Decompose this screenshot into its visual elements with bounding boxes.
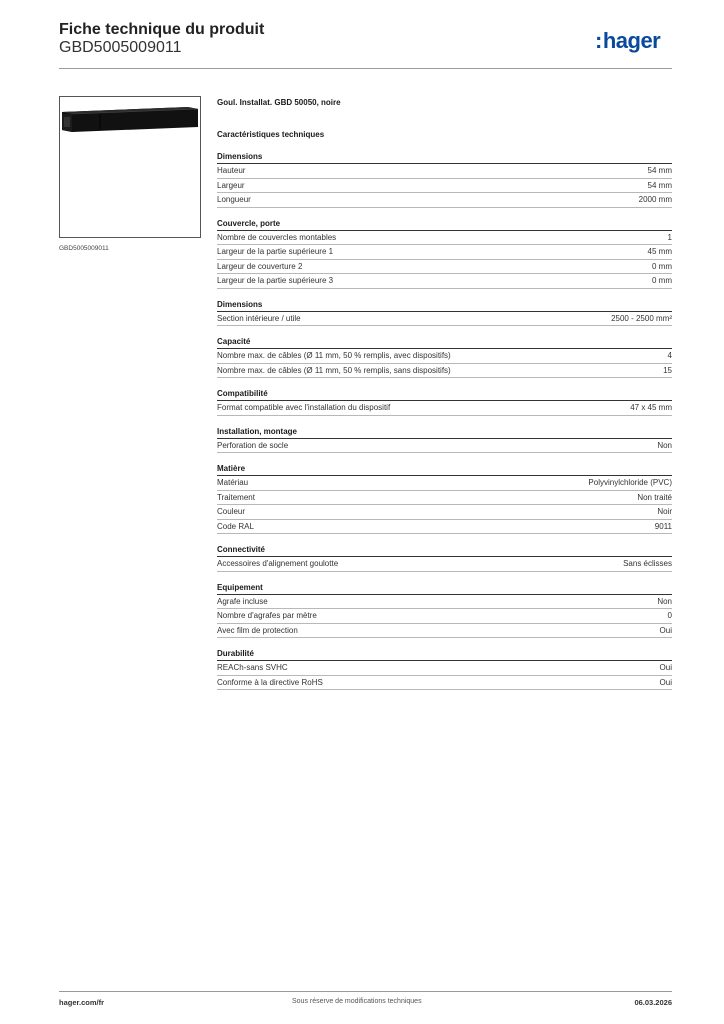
footer-disclaimer: Sous réserve de modifications techniques bbox=[292, 998, 422, 1005]
spec-label: Perforation de socle bbox=[217, 440, 289, 450]
spec-sections bbox=[217, 151, 672, 690]
spec-value: Non bbox=[657, 596, 672, 606]
spec-value: Oui bbox=[659, 663, 672, 672]
spec-section bbox=[217, 336, 672, 378]
spec-section bbox=[217, 582, 672, 639]
section-title: Matière bbox=[217, 463, 672, 476]
spec-value: 0 mm bbox=[652, 261, 672, 271]
spec-value: 0 bbox=[667, 611, 672, 620]
spec-label: Couleur bbox=[217, 507, 246, 516]
spec-label: Nombre max. de câbles (Ø 11 mm, 50 % remplis, avec dispositifs) bbox=[217, 351, 451, 360]
spec-section bbox=[217, 218, 672, 289]
spec-value: Sans éclisses bbox=[623, 559, 672, 568]
spec-row bbox=[217, 624, 672, 639]
spec-row bbox=[217, 349, 672, 364]
cable-duct-icon bbox=[60, 97, 200, 237]
section-title: Durabilité bbox=[217, 648, 672, 661]
section-title: Dimensions bbox=[217, 151, 672, 164]
spec-value: 2500 - 2500 mm² bbox=[611, 313, 672, 323]
spec-row bbox=[217, 520, 672, 535]
spec-label: Largeur de couverture 2 bbox=[217, 261, 303, 271]
spec-section bbox=[217, 426, 672, 454]
spec-value: Non bbox=[657, 440, 672, 450]
spec-label: Largeur de la partie supérieure 1 bbox=[217, 247, 334, 256]
spec-row bbox=[217, 661, 672, 676]
spec-value: Oui bbox=[659, 625, 672, 635]
hager-logo bbox=[595, 28, 660, 54]
logo-colon-icon: : bbox=[595, 28, 602, 53]
spec-label: REACh-sans SVHC bbox=[217, 663, 288, 672]
spec-label: Section intérieure / utile bbox=[217, 313, 301, 323]
spec-label: Largeur de la partie supérieure 3 bbox=[217, 276, 334, 285]
section-title: Capacité bbox=[217, 336, 672, 349]
spec-row bbox=[217, 231, 672, 246]
spec-row bbox=[217, 364, 672, 379]
spec-row bbox=[217, 401, 672, 416]
section-title: Connectivité bbox=[217, 544, 672, 557]
section-title: Couvercle, porte bbox=[217, 218, 672, 231]
product-code: GBD5005009011 bbox=[59, 39, 182, 56]
spec-row bbox=[217, 274, 672, 289]
footer-date: 06.03.2026 bbox=[634, 998, 672, 1007]
section-title: Compatibilité bbox=[217, 388, 672, 401]
header-divider bbox=[59, 68, 672, 69]
spec-value: Oui bbox=[659, 677, 672, 687]
spec-label: Nombre d'agrafes par mètre bbox=[217, 611, 317, 620]
spec-row bbox=[217, 476, 672, 491]
spec-row bbox=[217, 164, 672, 179]
spec-row bbox=[217, 557, 672, 572]
logo-text: hager bbox=[602, 28, 661, 53]
image-caption: GBD5005009011 bbox=[59, 245, 109, 252]
spec-value: 15 bbox=[663, 365, 672, 375]
page-title: Fiche technique du produit bbox=[59, 21, 265, 38]
spec-value: 54 mm bbox=[647, 166, 672, 175]
spec-label: Longueur bbox=[217, 195, 251, 204]
product-name: Goul. Installat. GBD 50050, noire bbox=[217, 98, 341, 107]
section-title: Installation, montage bbox=[217, 426, 672, 439]
spec-section bbox=[217, 648, 672, 690]
spec-value: Noir bbox=[657, 507, 672, 516]
spec-label: Agrafe incluse bbox=[217, 596, 268, 606]
spec-value: 2000 mm bbox=[638, 195, 672, 204]
spec-row bbox=[217, 595, 672, 610]
section-title: Dimensions bbox=[217, 299, 672, 312]
spec-row bbox=[217, 179, 672, 194]
spec-label: Hauteur bbox=[217, 166, 246, 175]
spec-row bbox=[217, 439, 672, 454]
spec-label: Nombre max. de câbles (Ø 11 mm, 50 % remplis, sans dispositifs) bbox=[217, 365, 451, 375]
spec-label: Code RAL bbox=[217, 521, 254, 531]
spec-section bbox=[217, 299, 672, 327]
spec-label: Format compatible avec l'installation du dispositif bbox=[217, 403, 391, 412]
spec-row bbox=[217, 676, 672, 691]
spec-label: Nombre de couvercles montables bbox=[217, 232, 337, 242]
spec-value: 47 x 45 mm bbox=[630, 403, 672, 412]
spec-row bbox=[217, 312, 672, 327]
spec-value: Non traité bbox=[637, 492, 672, 502]
spec-section bbox=[217, 544, 672, 572]
spec-value: 0 mm bbox=[652, 276, 672, 285]
spec-row bbox=[217, 260, 672, 275]
footer-website[interactable]: hager.com/fr bbox=[59, 998, 105, 1007]
tech-heading: Caractéristiques techniques bbox=[217, 130, 325, 139]
spec-row bbox=[217, 491, 672, 506]
spec-section bbox=[217, 388, 672, 416]
spec-value: 45 mm bbox=[647, 247, 672, 256]
spec-row bbox=[217, 193, 672, 208]
spec-value: 1 bbox=[667, 232, 672, 242]
spec-row bbox=[217, 609, 672, 624]
spec-value: 4 bbox=[667, 351, 672, 360]
product-image bbox=[59, 96, 201, 238]
spec-value: 54 mm bbox=[647, 180, 672, 190]
spec-row bbox=[217, 245, 672, 260]
spec-label: Largeur bbox=[217, 180, 245, 190]
spec-label: Avec film de protection bbox=[217, 625, 298, 635]
spec-content bbox=[217, 96, 672, 700]
spec-value: Polyvinylchloride (PVC) bbox=[588, 478, 672, 487]
footer-divider bbox=[59, 991, 672, 992]
spec-label: Matériau bbox=[217, 478, 249, 487]
spec-row bbox=[217, 505, 672, 520]
spec-section bbox=[217, 463, 672, 534]
spec-value: 9011 bbox=[654, 521, 672, 531]
spec-label: Conforme à la directive RoHS bbox=[217, 677, 323, 687]
section-title: Equipement bbox=[217, 582, 672, 595]
spec-label: Traitement bbox=[217, 492, 255, 502]
spec-label: Accessoires d'alignement goulotte bbox=[217, 559, 339, 568]
spec-section bbox=[217, 151, 672, 208]
